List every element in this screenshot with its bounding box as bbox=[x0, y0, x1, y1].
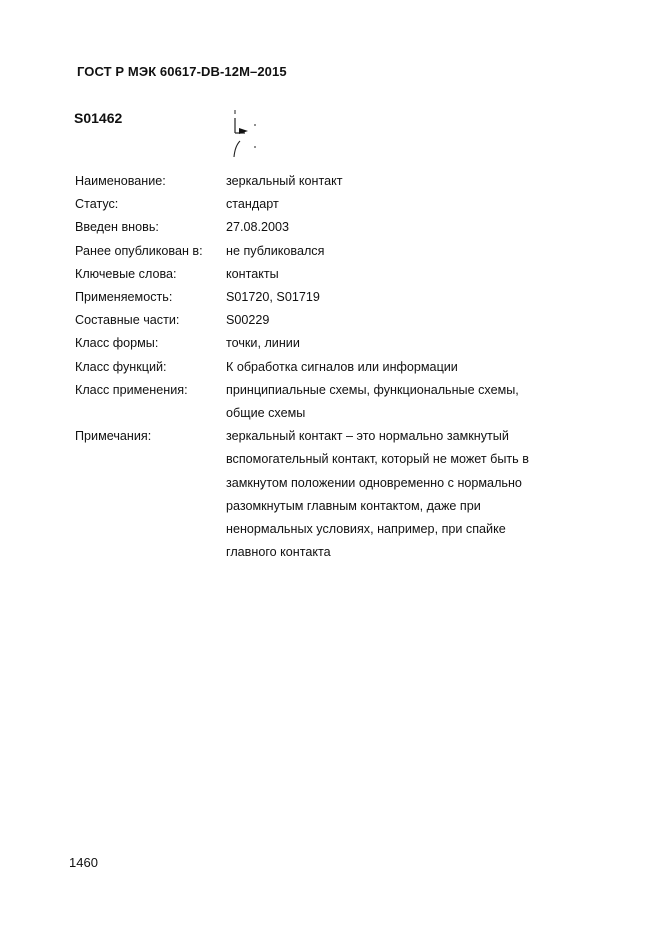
attribute-value-line: 27.08.2003 bbox=[226, 220, 290, 235]
attribute-value bbox=[226, 356, 595, 379]
attribute-value-line: зеркальный контакт bbox=[226, 174, 343, 188]
attribute-label: Класс формы: bbox=[75, 336, 159, 351]
attribute-value bbox=[226, 216, 595, 239]
document-header: ГОСТ Р МЭК 60617-DB-12M–2015 bbox=[77, 64, 287, 79]
attribute-value-line: не публиковался bbox=[226, 243, 325, 258]
attribute-label: Класс применения: bbox=[75, 382, 188, 397]
attribute-row bbox=[75, 216, 595, 239]
attribute-value bbox=[226, 263, 595, 286]
attribute-value-line: S01720, S01719 bbox=[226, 290, 320, 305]
attribute-row bbox=[75, 309, 595, 332]
attribute-table bbox=[75, 170, 595, 564]
attribute-value-line: контакты bbox=[226, 266, 279, 281]
attribute-label: Применяемость: bbox=[75, 290, 173, 305]
attribute-value-line: вспомогательный контакт, который не может быть в bbox=[226, 452, 529, 467]
attribute-value-line: главного контакта bbox=[226, 545, 331, 560]
attribute-row bbox=[75, 263, 595, 286]
attribute-value-line: S00229 bbox=[226, 313, 270, 328]
attribute-value bbox=[226, 240, 595, 263]
attribute-row bbox=[75, 193, 595, 216]
attribute-value bbox=[226, 170, 595, 193]
attribute-value-line: замкнутом положении одновременно с нормально bbox=[226, 475, 522, 490]
attribute-label: Составные части: bbox=[75, 313, 180, 328]
symbol-code: S01462 bbox=[74, 110, 123, 126]
attribute-value-line: принципиальные схемы, функциональные схемы, bbox=[226, 382, 519, 397]
attribute-label: Статус: bbox=[75, 197, 119, 212]
attribute-value bbox=[226, 332, 595, 355]
attribute-label: Введен вновь: bbox=[75, 220, 159, 235]
mirror-contact-symbol-icon bbox=[226, 106, 266, 162]
attribute-row bbox=[75, 240, 595, 263]
attribute-value bbox=[226, 193, 595, 216]
attribute-value-line: ненормальных условиях, например, при спайке bbox=[226, 522, 506, 537]
attribute-label: Наименование: bbox=[75, 174, 166, 188]
attribute-row bbox=[75, 286, 595, 309]
attribute-value-line: разомкнутым главным контактом, даже при bbox=[226, 498, 481, 513]
attribute-label: Ранее опубликован в: bbox=[75, 243, 203, 258]
attribute-row bbox=[75, 379, 595, 425]
attribute-value bbox=[226, 425, 595, 564]
attribute-value-line: зеркальный контакт – это нормально замкнутый bbox=[226, 429, 509, 444]
attribute-value-line: К обработка сигналов или информации bbox=[226, 359, 458, 374]
attribute-row bbox=[75, 332, 595, 355]
attribute-value bbox=[226, 286, 595, 309]
attribute-value bbox=[226, 379, 595, 425]
attribute-value-line: точки, линии bbox=[226, 336, 300, 351]
page-number: 1460 bbox=[69, 855, 98, 870]
attribute-row bbox=[75, 356, 595, 379]
attribute-value-line: стандарт bbox=[226, 197, 279, 212]
attribute-row bbox=[75, 425, 595, 564]
attribute-label: Примечания: bbox=[75, 429, 152, 444]
attribute-label: Ключевые слова: bbox=[75, 266, 177, 281]
attribute-label: Класс функций: bbox=[75, 359, 167, 374]
attribute-value-line: общие схемы bbox=[226, 406, 306, 421]
attribute-value bbox=[226, 309, 595, 332]
attribute-row bbox=[75, 170, 595, 193]
